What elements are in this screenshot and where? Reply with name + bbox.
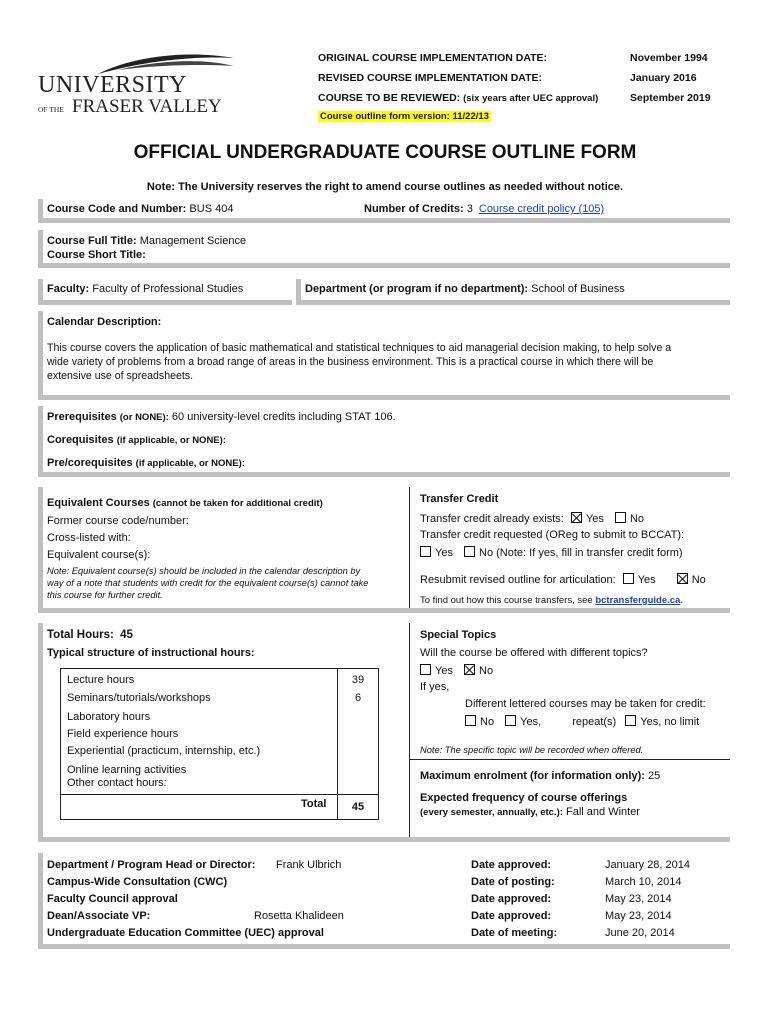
max-enrolment-field — [420, 770, 660, 782]
revised-date-value: January 2016 — [630, 72, 697, 84]
option-no-limit-label: Yes, no limit — [640, 716, 700, 728]
max-enrolment-value: 25 — [647, 770, 661, 782]
revised-date-label: REVISED COURSE IMPLEMENTATION DATE: — [318, 72, 543, 84]
transfer-guide-suffix: . — [680, 595, 683, 606]
short-title-label: Course Short Title: — [47, 249, 146, 261]
equivalent-note-line-3: this course for further credit. — [47, 590, 163, 600]
column-divider — [409, 487, 410, 608]
total-hours-label: Total Hours: — [47, 629, 114, 641]
equivalent-note-line-1: Note: Equivalent course(s) should be included in the calendar description by — [47, 566, 361, 576]
precorequisites-label: Pre/corequisites — [47, 457, 133, 469]
option-yes-label: Yes, — [520, 716, 542, 728]
option-repeat-label: repeat(s) — [572, 716, 617, 728]
review-note-text: (six years after UEC approval) — [463, 93, 599, 104]
column-divider-2 — [409, 623, 410, 837]
hours-special-box — [38, 623, 730, 842]
special-topics-no-label: No — [479, 665, 494, 677]
approval-date-label: Date of meeting: — [471, 927, 558, 939]
resubmit-yes-label: Yes — [637, 574, 656, 586]
credits-field — [364, 203, 604, 215]
corequisites-note: (if applicable, or NONE): — [116, 435, 226, 446]
transfer-exists-no-checkbox[interactable] — [615, 512, 626, 523]
resubmit-no-checkbox[interactable] — [677, 573, 688, 584]
transfer-exists-row — [420, 512, 644, 525]
logo-university-text: UNIVERSITY — [38, 72, 187, 98]
hours-row-label: Seminars/tutorials/workshops — [67, 692, 211, 704]
course-code-box — [38, 199, 730, 223]
calendar-description-box — [38, 311, 730, 400]
hours-total-value: 45 — [351, 801, 365, 813]
approval-label: Faculty Council approval — [47, 893, 178, 905]
credit-policy-link[interactable]: Course credit policy (105) — [478, 203, 605, 215]
frequency-value: Fall and Winter — [566, 806, 640, 818]
special-topics-if-yes: If yes, — [420, 681, 450, 693]
transfer-guide-prefix: To find out how this course transfers, see — [420, 595, 593, 606]
faculty-field — [47, 283, 243, 295]
equivalent-label-note: (cannot be taken for additional credit) — [152, 498, 323, 509]
max-enrolment-label: Maximum enrolment (for information only): — [420, 770, 645, 782]
special-topics-separator — [409, 759, 730, 760]
prerequisites-box — [38, 406, 730, 477]
approval-date: May 23, 2014 — [605, 893, 672, 905]
special-topics-label: Special Topics — [420, 629, 497, 641]
hours-row-value: 6 — [354, 692, 362, 704]
option-no-checkbox[interactable] — [465, 715, 476, 726]
equivalent-label: Equivalent Courses — [47, 497, 150, 509]
hours-row-label: Experiential (practicum, internship, etc.) — [67, 745, 261, 757]
logo-prefix-text: OF THE — [38, 105, 64, 114]
cross-listed-label: Cross-listed with: — [47, 532, 131, 544]
approval-date: March 10, 2014 — [605, 876, 682, 888]
department-value: School of Business — [531, 283, 625, 295]
transfer-requested-no-checkbox[interactable] — [464, 546, 475, 557]
transfer-requested-yes-checkbox[interactable] — [420, 546, 431, 557]
prerequisites-note: (or NONE): — [119, 412, 169, 423]
review-label-text: COURSE TO BE REVIEWED: — [318, 92, 461, 104]
transfer-requested-row — [420, 546, 683, 559]
review-date-label — [318, 92, 598, 104]
approval-date: January 28, 2014 — [605, 859, 691, 871]
hours-table-total-line — [61, 794, 378, 795]
approval-date-label: Date approved: — [471, 893, 552, 905]
department-field — [305, 283, 625, 295]
calendar-label: Calendar Description: — [47, 316, 162, 328]
resubmit-yes-checkbox[interactable] — [623, 573, 634, 584]
prerequisites-value: 60 university-level credits including STAT 106. — [171, 411, 396, 423]
approval-date: May 23, 2014 — [605, 910, 672, 922]
credits-value: 3 — [466, 203, 473, 215]
course-code-value: BUS 404 — [189, 203, 234, 215]
credits-label: Number of Credits: — [364, 203, 464, 215]
prerequisites-label: Prerequisites — [47, 411, 117, 423]
transfer-exists-yes-checkbox[interactable] — [571, 512, 582, 523]
hours-row-label: Field experience hours — [67, 728, 179, 740]
special-topics-different-label: Different lettered courses may be taken for credit: — [465, 698, 706, 710]
transfer-requested-no-label: No (Note: If yes, fill in transfer credit form) — [479, 547, 683, 559]
calendar-line-1: This course covers the application of basic mathematical and statistical techniques to aid managerial decision making, to help solve a — [47, 342, 672, 354]
transfer-credit-label: Transfer Credit — [420, 493, 499, 505]
prerequisites-field — [47, 411, 396, 423]
approval-date-label: Date approved: — [471, 910, 552, 922]
approval-person: Frank Ulbrich — [276, 859, 342, 871]
equivalent-transfer-box — [38, 487, 730, 613]
page-title: OFFICIAL UNDERGRADUATE COURSE OUTLINE FORM — [133, 142, 637, 163]
transfer-guide-link[interactable]: bctransferguide.ca — [595, 595, 681, 606]
transfer-exists-yes-label: Yes — [585, 513, 604, 525]
faculty-value: Faculty of Professional Studies — [92, 283, 244, 295]
form-version-badge: Course outline form version: 11/22/13 — [320, 111, 489, 122]
hours-row-label: Lecture hours — [67, 674, 135, 686]
hours-structure-label: Typical structure of instructional hours: — [47, 647, 255, 659]
faculty-label: Faculty: — [47, 283, 90, 295]
hours-table — [60, 668, 379, 820]
full-title-value: Management Science — [139, 235, 247, 247]
total-hours-field — [47, 629, 133, 641]
calendar-line-3: extensive use of spreadsheets. — [47, 370, 194, 382]
hours-row-label: Laboratory hours — [67, 711, 151, 723]
equivalent-courses-label: Equivalent course(s): — [47, 549, 151, 561]
special-topics-note: Note: The specific topic will be recorded when offered. — [420, 745, 644, 755]
transfer-requested-yes-label: Yes — [435, 547, 453, 559]
special-topics-question: Will the course be offered with different topics? — [420, 647, 648, 659]
special-topics-yesno-row — [420, 664, 493, 677]
resubmit-label: Resubmit revised outline for articulation: — [420, 574, 616, 586]
department-box — [296, 279, 730, 305]
department-label: Department (or program if no department): — [305, 283, 529, 295]
amend-note: Note: The University reserves the right to amend course outlines as needed without notice. — [146, 181, 624, 193]
frequency-label: Expected frequency of course offerings — [420, 792, 628, 804]
special-topics-yes-checkbox[interactable] — [420, 664, 431, 675]
approval-label: Department / Program Head or Director: — [47, 859, 256, 871]
logo-fraser-text: FRASER VALLEY — [72, 96, 222, 117]
hours-row-label: Online learning activities — [67, 764, 187, 776]
option-yes-checkbox[interactable] — [505, 715, 516, 726]
special-topics-no-checkbox[interactable] — [464, 664, 475, 675]
original-date-value: November 1994 — [630, 52, 708, 64]
full-title-field — [47, 235, 246, 247]
university-logo — [38, 48, 238, 118]
approval-label: Dean/Associate VP: — [47, 910, 151, 922]
hours-row-value: 39 — [351, 674, 365, 686]
corequisites-field — [47, 434, 226, 446]
special-topics-yes-label: Yes — [435, 665, 453, 677]
resubmit-row — [420, 573, 706, 586]
approval-label: Campus-Wide Consultation (CWC) — [47, 876, 228, 888]
approval-date: June 20, 2014 — [605, 927, 675, 939]
option-no-label: No — [480, 716, 495, 728]
original-date-label: ORIGINAL COURSE IMPLEMENTATION DATE: — [318, 52, 548, 64]
full-title-label: Course Full Title: — [47, 235, 137, 247]
approvals-box — [38, 853, 730, 949]
hours-total-label: Total — [301, 798, 327, 810]
course-code-field — [47, 203, 233, 215]
transfer-guide-row — [420, 595, 683, 606]
course-code-label: Course Code and Number: — [47, 203, 187, 215]
approval-label: Undergraduate Education Committee (UEC) approval — [47, 927, 324, 939]
transfer-exists-no-label: No — [629, 513, 645, 525]
hours-row-label: Other contact hours: — [67, 777, 167, 789]
corequisites-label: Corequisites — [47, 434, 114, 446]
approval-date-label: Date approved: — [471, 859, 552, 871]
total-hours-value: 45 — [120, 629, 133, 641]
faculty-box — [38, 279, 292, 305]
review-date-value: September 2019 — [630, 92, 711, 104]
calendar-line-2: wide variety of problems from a broad range of areas in the business environment. This is a practical course in which there will be — [47, 356, 654, 368]
equivalent-note-line-2: way of a note that students with credit for the equivalent course(s) cannot take — [47, 578, 369, 588]
frequency-note: (every semester, annually, etc.): — [420, 807, 563, 818]
former-course-label: Former course code/number: — [47, 515, 189, 527]
approval-date-label: Date of posting: — [471, 876, 555, 888]
option-no-limit-checkbox[interactable] — [625, 715, 636, 726]
approval-person: Rosetta Khalideen — [254, 910, 344, 922]
transfer-requested-label: Transfer credit requested (OReg to submit to BCCAT): — [420, 529, 685, 541]
course-title-box — [38, 230, 730, 268]
precorequisites-field — [47, 457, 245, 469]
transfer-exists-label: Transfer credit already exists: — [420, 513, 564, 525]
frequency-field — [420, 806, 640, 818]
resubmit-no-label: No — [691, 574, 706, 586]
precorequisites-note: (if applicable, or NONE): — [135, 458, 245, 469]
special-topics-options-row — [465, 715, 699, 728]
equivalent-heading — [47, 497, 323, 509]
